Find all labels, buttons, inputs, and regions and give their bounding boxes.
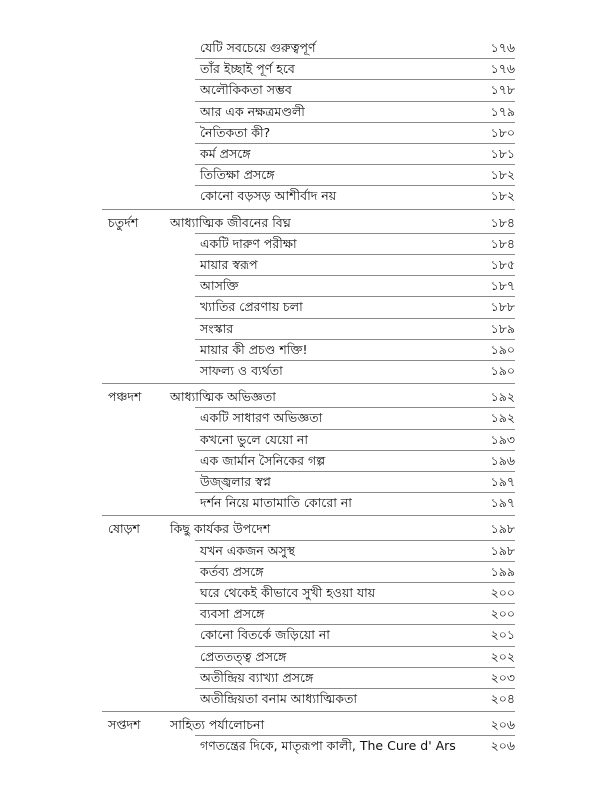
entry-page: ১৭৬ — [490, 40, 515, 55]
chapter-page: ১৯৮ — [490, 521, 515, 537]
entry-title: তিতিক্ষা প্রসঙ্গে — [200, 167, 275, 183]
toc-entry — [0, 102, 600, 122]
toc-entry — [0, 59, 600, 79]
toc-entry — [0, 430, 600, 450]
entry-title: যখন একজন অসুস্থ — [200, 542, 296, 558]
entry-page: ১৭৬ — [490, 61, 515, 77]
entry-page: ১৯৬ — [490, 452, 515, 468]
toc-entry — [0, 562, 600, 582]
entry-title: খ্যাতির প্রেরণায় চলা — [200, 299, 303, 315]
entry-title: কোনো বড়সড় আশীর্বাদ নয় — [200, 188, 337, 204]
chapter-divider — [102, 209, 515, 210]
entry-title: একটি সাধারণ অভিজ্ঞতা — [200, 410, 323, 426]
entry-page: ২০৩ — [490, 669, 515, 685]
entry-page: ১৯০ — [490, 363, 515, 378]
toc-entry — [0, 144, 600, 164]
toc-entry — [0, 80, 600, 100]
entry-page: ১৮২ — [490, 167, 515, 183]
entry-page: ১৯৭ — [490, 495, 515, 511]
entry-title: মায়ার কী প্রচণ্ড শক্তি! — [200, 341, 308, 357]
entry-title: উজ্জ্বলার স্বপ্ন — [200, 474, 271, 489]
entry-page: ২০২ — [490, 648, 515, 664]
toc-entry — [0, 123, 600, 143]
toc-entry — [0, 38, 600, 58]
entry-page: ১৯৯ — [490, 563, 515, 579]
entry-title: একটি দারুণ পরীক্ষা — [200, 235, 297, 251]
chapter-heading — [0, 213, 600, 233]
toc-entry — [0, 297, 600, 317]
entry-page: ১৮০ — [490, 124, 515, 140]
toc-entry — [0, 472, 600, 492]
entry-page: ১৮৭ — [490, 278, 515, 294]
entry-title: নৈতিকতা কী? — [200, 124, 271, 140]
chapter-label: চতুর্দশ — [108, 214, 139, 230]
toc-entry — [0, 493, 600, 513]
entry-title: অতীন্দ্রিয়তা বনাম আধ্যাত্মিকতা — [200, 691, 357, 706]
entry-title: অতীন্দ্রিয় ব্যাখ্যা প্রসঙ্গে — [200, 669, 314, 685]
chapter-heading — [0, 387, 600, 407]
chapter-page: ২০৬ — [490, 717, 515, 733]
entry-title: কর্ম প্রসঙ্গে — [200, 146, 251, 161]
entry-page: ১৮৯ — [490, 320, 515, 336]
entry-title: দর্শন নিয়ে মাতামাতি কোরো না — [200, 495, 352, 511]
chapter-divider — [102, 711, 515, 712]
entry-page: ১৭৯ — [490, 103, 515, 119]
entry-page: ১৭৮ — [490, 82, 515, 98]
entry-title: গণতন্ত্রের দিকে, মাতৃরূপা কালী, The Cure d' Ars — [200, 738, 456, 754]
toc-entry — [0, 234, 600, 254]
entry-page: ১৮১ — [490, 146, 515, 161]
chapter-title: আধ্যাত্মিক অভিজ্ঞতা — [170, 389, 276, 405]
entry-title: কখনো ভুলে যেয়ো না — [200, 431, 309, 447]
entry-page: ২০০ — [490, 585, 515, 600]
toc-entry — [0, 647, 600, 667]
chapter-page: ১৮৪ — [490, 214, 515, 230]
toc-entry — [0, 319, 600, 339]
toc-entry — [0, 165, 600, 185]
toc-entry — [0, 736, 600, 756]
chapter-heading — [0, 519, 600, 539]
toc-entry — [0, 604, 600, 624]
entry-page: ২০৬ — [490, 738, 515, 754]
entry-title: কোনো বিতর্কে জড়িয়ো না — [200, 627, 330, 643]
entry-page: ২০৪ — [490, 691, 515, 706]
toc-entry — [0, 408, 600, 428]
chapter-title: আধ্যাত্মিক জীবনের বিঘ্ন — [170, 214, 291, 230]
entry-page: ১৮৫ — [490, 257, 515, 272]
toc-entry — [0, 451, 600, 471]
entry-title: এক জার্মান সৈনিকের গল্প — [200, 452, 326, 468]
chapter-title: সাহিত্য পর্যালোচনা — [170, 717, 265, 733]
entry-page: ১৯২ — [490, 410, 515, 426]
entry-page: ১৮৮ — [490, 299, 515, 315]
entry-page: ১৯৭ — [490, 474, 515, 489]
entry-page: ২০১ — [490, 627, 515, 643]
toc-entry — [0, 625, 600, 645]
entry-page: ১৯৩ — [490, 431, 515, 447]
entry-title: ব্যবসা প্রসঙ্গে — [200, 606, 265, 622]
toc-entry — [0, 541, 600, 561]
toc-entry — [0, 361, 600, 381]
entry-page: ১৯৮ — [490, 542, 515, 558]
entry-page: ২০০ — [490, 606, 515, 622]
entry-page: ১৮২ — [490, 188, 515, 204]
entry-title: আর এক নক্ষত্রমণ্ডলী — [200, 103, 305, 119]
entry-title: মায়ার স্বরূপ — [200, 257, 258, 272]
chapter-title: কিছু কার্যকর উপদেশ — [170, 521, 271, 537]
entry-page: ১৮৪ — [490, 235, 515, 251]
entry-title: সাফল্য ও ব্যর্থতা — [200, 363, 283, 378]
entry-page: ১৯০ — [490, 341, 515, 357]
toc-entry — [0, 276, 600, 296]
chapter-label: ষোড়শ — [108, 521, 140, 537]
entry-title: তাঁর ইচ্ছাই পূর্ণ হবে — [200, 61, 295, 77]
toc-entry — [0, 186, 600, 206]
chapter-page: ১৯২ — [490, 389, 515, 405]
entry-title: কর্তব্য প্রসঙ্গে — [200, 563, 264, 579]
toc-entry — [0, 340, 600, 360]
entry-title: যেটি সবচেয়ে গুরুত্বপূর্ণ — [200, 40, 316, 55]
toc-entry — [0, 255, 600, 275]
chapter-divider — [102, 383, 515, 384]
toc-entry — [0, 583, 600, 603]
entry-title: সংস্কার — [200, 320, 234, 336]
chapter-divider — [102, 515, 515, 516]
entry-title: প্রেততত্ত্ব প্রসঙ্গে — [200, 648, 287, 664]
entry-title: আসক্তি — [200, 278, 239, 294]
chapter-label: পঞ্চদশ — [108, 389, 142, 405]
toc-entry — [0, 668, 600, 688]
entry-title: ঘরে থেকেই কীভাবে সুখী হওয়া যায় — [200, 585, 376, 600]
chapter-label: সপ্তদশ — [108, 717, 141, 733]
toc-entry — [0, 689, 600, 709]
entry-title: অলৌকিকতা সম্ভব — [200, 82, 292, 98]
chapter-heading — [0, 715, 600, 735]
